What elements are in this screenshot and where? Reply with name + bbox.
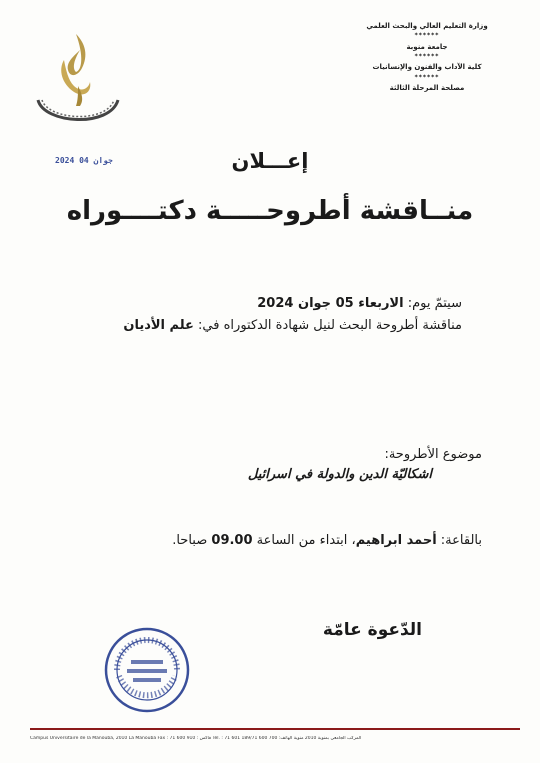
venue-line <box>172 533 482 548</box>
page-title: منــاقشة أطروحـــــة دكتــــوراه <box>66 196 474 226</box>
official-seal-icon <box>103 626 191 714</box>
separator: ****** <box>414 73 440 81</box>
separator: ****** <box>414 32 440 40</box>
venue-name: أحمد ابراهيم <box>355 533 437 548</box>
topic-label: موضوع الأطروحة: <box>384 447 482 462</box>
venue-mid: ، ابتداء من الساعة <box>252 533 356 548</box>
faculty-name: كلية الآداب والفنون والإنسانيات <box>372 63 482 72</box>
announcement-heading: إعـــلان <box>231 149 309 173</box>
department-name: مصلحة المرحلة الثالثة <box>389 83 465 92</box>
separator: ****** <box>414 52 440 60</box>
topic-value: اشكاليّة الدين والدولة في اسرائيل <box>247 467 432 482</box>
invitation-text: الدّعوة عامّة <box>322 620 422 640</box>
faculty-logo-icon <box>30 26 125 131</box>
discussion-label: مناقشة أطروحة البحث لنيل شهادة الدكتوراه في: <box>193 318 462 333</box>
date-label: سيتمّ يوم: <box>403 296 462 311</box>
footer-address: Campus Universitaire de la Manouba, 2010 La Manouba Fax : 71 600 910 : فاكس Tél. : 71 601 189/71 600 700 :المركب الجامعي بمنوبة 2010 منوبة الهاتف <box>30 736 362 741</box>
university-name: جامعة منوبة <box>406 42 448 51</box>
ministry-name: وزارة التعليم العالي والبحث العلمي <box>366 22 488 30</box>
discussion-field: علم الأديان <box>123 318 194 333</box>
footer-rule <box>30 728 520 730</box>
venue-prefix: بالقاعة: <box>436 533 482 548</box>
venue-time: 09.00 <box>211 533 253 548</box>
defense-date <box>257 296 462 311</box>
date-value: الاربعاء 05 جوان 2024 <box>257 296 404 311</box>
letterhead <box>342 22 512 93</box>
discussion-line <box>123 318 462 333</box>
venue-suffix: صباحا. <box>172 533 212 548</box>
date-stamp: 2024 جوان 04 <box>55 156 113 165</box>
